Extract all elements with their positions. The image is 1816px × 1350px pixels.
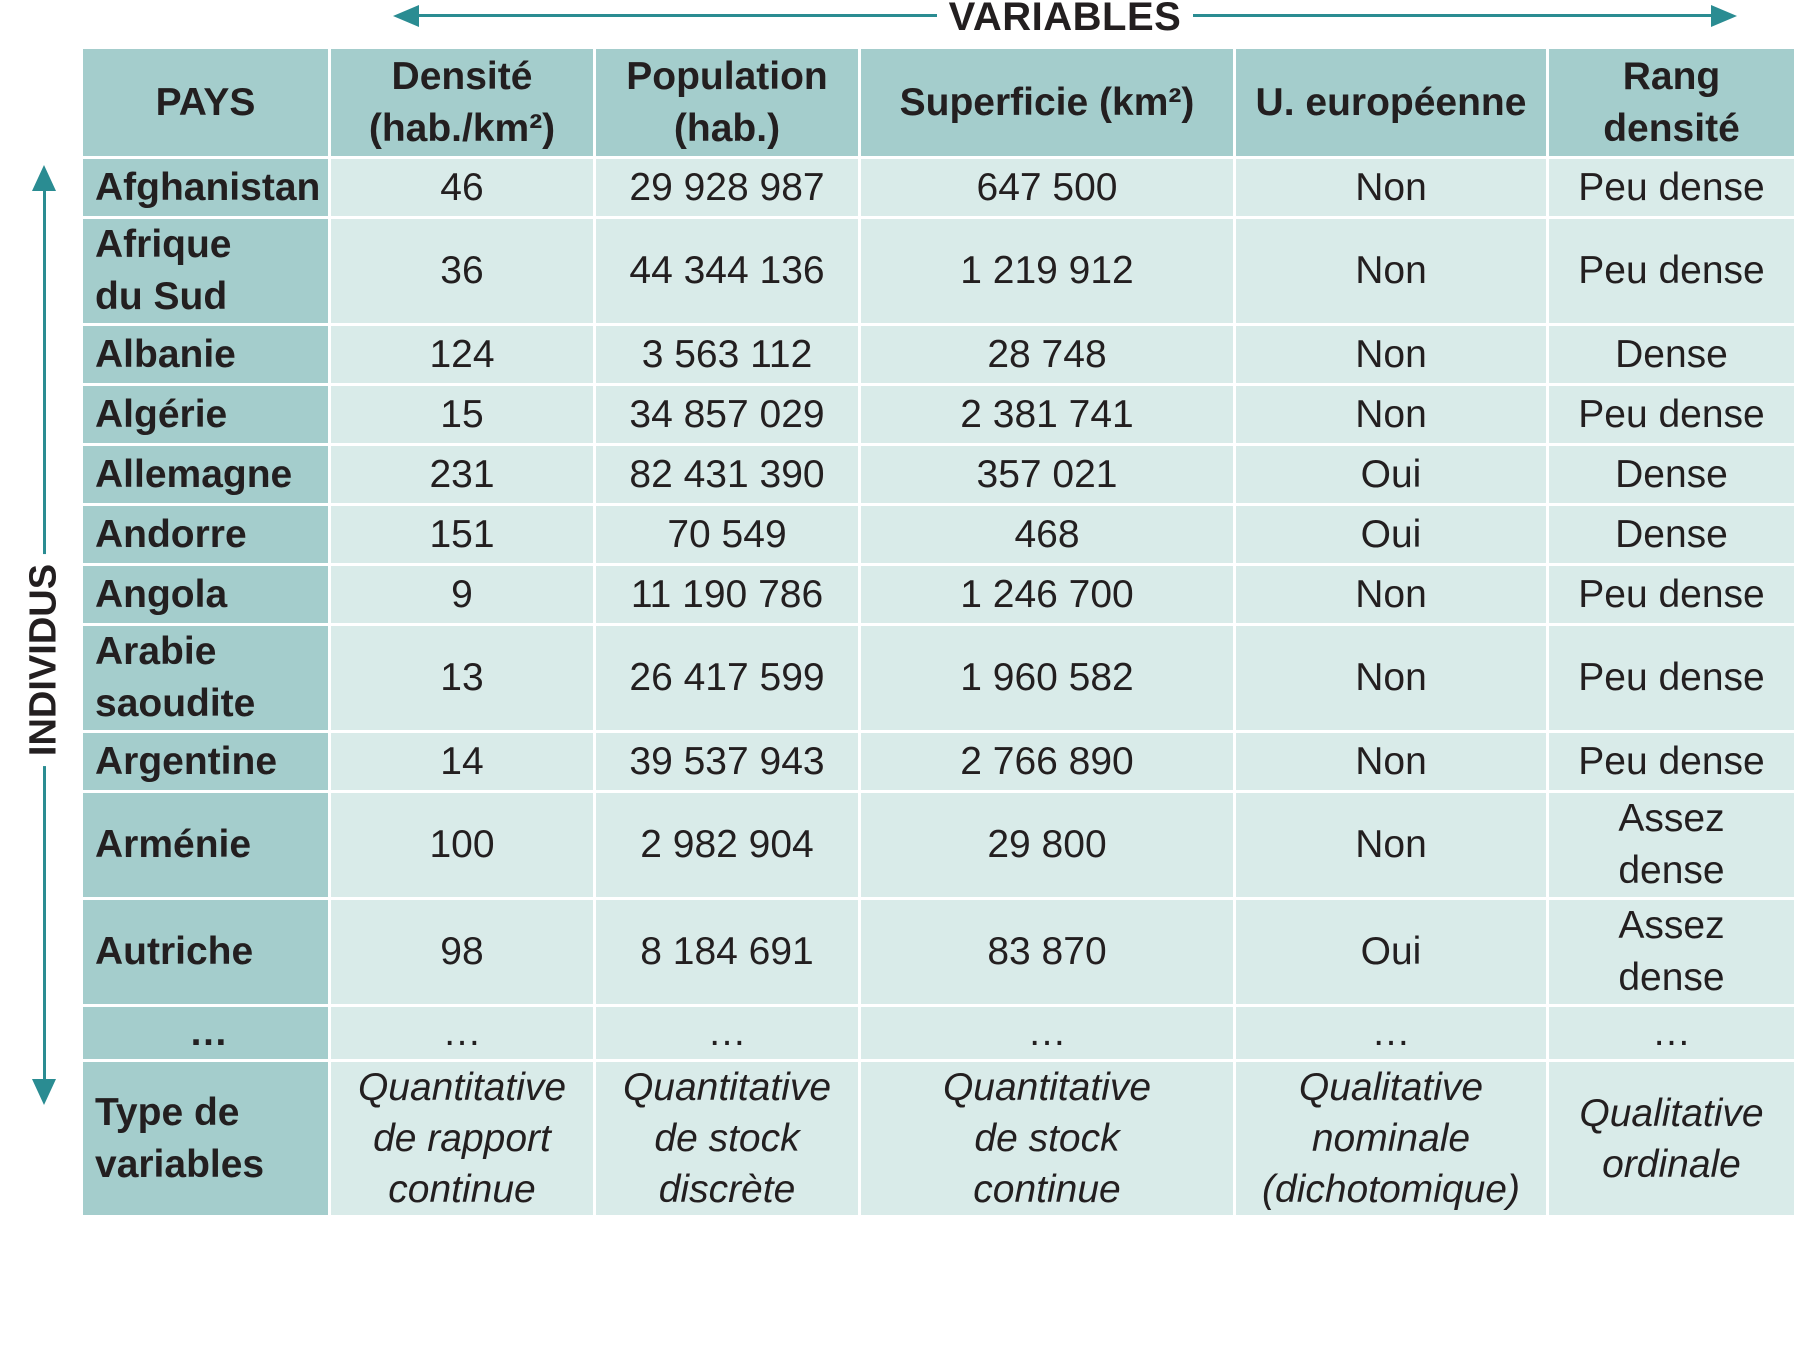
cell-line: nominale xyxy=(1311,1117,1471,1160)
rang-cell xyxy=(1548,325,1796,385)
densite-cell: 9 xyxy=(330,565,595,625)
ue-cell: Non xyxy=(1235,385,1548,445)
ue-cell: … xyxy=(1235,1006,1548,1061)
cell-line: Angola xyxy=(95,572,228,616)
data-table xyxy=(80,46,1797,1218)
cell-line: de stock xyxy=(974,1117,1120,1160)
type-row xyxy=(82,1061,1796,1217)
population-cell: … xyxy=(595,1006,860,1061)
cell-line: … xyxy=(189,1011,228,1054)
superficie-cell: 357 021 xyxy=(860,445,1235,505)
ue-cell: Non xyxy=(1235,218,1548,325)
cell-line: discrète xyxy=(658,1168,796,1211)
country-cell xyxy=(82,732,330,792)
ue-cell: Non xyxy=(1235,792,1548,899)
header-line: Rang xyxy=(1622,54,1721,98)
type-cell xyxy=(595,1061,860,1217)
ue-cell: Non xyxy=(1235,732,1548,792)
cell-line: Quantitative xyxy=(622,1066,832,1109)
densite-cell: 13 xyxy=(330,625,595,732)
header-line: (hab./km²) xyxy=(368,106,556,150)
densite-cell: 98 xyxy=(330,899,595,1006)
cell-line: continue xyxy=(388,1168,536,1211)
table-row xyxy=(82,792,1796,899)
header-line: densité xyxy=(1603,106,1740,150)
cell-line: Dense xyxy=(1615,512,1728,556)
rang-cell xyxy=(1548,505,1796,565)
table-row xyxy=(82,1006,1796,1061)
superficie-cell: 1 246 700 xyxy=(860,565,1235,625)
country-cell xyxy=(82,1006,330,1061)
cell-line: … xyxy=(1652,1011,1691,1054)
densite-cell: 151 xyxy=(330,505,595,565)
ue-cell: Oui xyxy=(1235,899,1548,1006)
table-row xyxy=(82,505,1796,565)
variables-arrow xyxy=(395,0,1735,39)
rang-cell xyxy=(1548,385,1796,445)
header-line: Densité xyxy=(391,54,533,98)
country-cell xyxy=(82,899,330,1006)
cell-line: Dense xyxy=(1615,452,1728,496)
header-densite xyxy=(330,48,595,158)
cell-line: dense xyxy=(1618,849,1725,892)
table-row xyxy=(82,625,1796,732)
population-cell: 2 982 904 xyxy=(595,792,860,899)
cell-line: du Sud xyxy=(95,275,228,318)
country-cell xyxy=(82,445,330,505)
header-line: Superficie (km²) xyxy=(899,80,1195,124)
cell-line: Argentine xyxy=(95,739,278,783)
densite-cell: 36 xyxy=(330,218,595,325)
cell-line: Assez xyxy=(1618,904,1725,947)
rang-cell xyxy=(1548,218,1796,325)
cell-line: Quantitative xyxy=(357,1066,567,1109)
cell-line: Andorre xyxy=(95,512,247,556)
table-row xyxy=(82,325,1796,385)
cell-line: Peu dense xyxy=(1578,165,1765,209)
population-cell: 3 563 112 xyxy=(595,325,860,385)
superficie-cell: … xyxy=(860,1006,1235,1061)
densite-cell: … xyxy=(330,1006,595,1061)
ue-cell: Oui xyxy=(1235,445,1548,505)
cell-line: Albanie xyxy=(95,332,236,376)
variables-label: VARIABLES xyxy=(937,0,1194,39)
ue-cell: Non xyxy=(1235,325,1548,385)
header-pays xyxy=(82,48,330,158)
rang-cell xyxy=(1548,445,1796,505)
cell-line: (dichotomique) xyxy=(1262,1168,1520,1211)
type-cell xyxy=(860,1061,1235,1217)
type-label-cell xyxy=(82,1061,330,1217)
cell-line: Arménie xyxy=(95,823,252,866)
rang-cell xyxy=(1548,732,1796,792)
individus-label: INDIVIDUS xyxy=(23,554,66,766)
superficie-cell: 28 748 xyxy=(860,325,1235,385)
cell-line: Peu dense xyxy=(1578,249,1765,292)
superficie-cell: 83 870 xyxy=(860,899,1235,1006)
superficie-cell: 647 500 xyxy=(860,158,1235,218)
cell-line: continue xyxy=(973,1168,1121,1211)
cell-line: Autriche xyxy=(95,930,254,973)
country-cell xyxy=(82,792,330,899)
country-cell xyxy=(82,505,330,565)
superficie-cell: 2 766 890 xyxy=(860,732,1235,792)
ue-cell: Non xyxy=(1235,565,1548,625)
type-cell xyxy=(330,1061,595,1217)
densite-cell: 100 xyxy=(330,792,595,899)
header-ue xyxy=(1235,48,1548,158)
densite-cell: 15 xyxy=(330,385,595,445)
densite-cell: 46 xyxy=(330,158,595,218)
cell-line: Algérie xyxy=(95,392,228,436)
population-cell: 26 417 599 xyxy=(595,625,860,732)
header-rang xyxy=(1548,48,1796,158)
country-cell xyxy=(82,385,330,445)
cell-line: Peu dense xyxy=(1578,739,1765,783)
individus-arrow xyxy=(24,165,64,1105)
cell-line: de rapport xyxy=(373,1117,551,1160)
cell-line: Peu dense xyxy=(1578,572,1765,616)
table-row xyxy=(82,565,1796,625)
cell-line: saoudite xyxy=(95,682,256,725)
population-cell: 8 184 691 xyxy=(595,899,860,1006)
rang-cell xyxy=(1548,792,1796,899)
table-row xyxy=(82,218,1796,325)
type-cell xyxy=(1548,1061,1796,1217)
rang-cell xyxy=(1548,1006,1796,1061)
country-cell xyxy=(82,565,330,625)
cell-line: Qualitative xyxy=(1298,1066,1484,1109)
cell-line: Qualitative xyxy=(1579,1091,1764,1135)
rang-cell xyxy=(1548,565,1796,625)
table-row xyxy=(82,385,1796,445)
header-population xyxy=(595,48,860,158)
densite-cell: 124 xyxy=(330,325,595,385)
cell-line: Type de xyxy=(95,1090,240,1134)
cell-line: Allemagne xyxy=(95,452,293,496)
population-cell: 34 857 029 xyxy=(595,385,860,445)
country-cell xyxy=(82,218,330,325)
superficie-cell: 1 960 582 xyxy=(860,625,1235,732)
table-row xyxy=(82,732,1796,792)
cell-line: Peu dense xyxy=(1578,656,1765,699)
header-line: U. européenne xyxy=(1255,80,1527,124)
densite-cell: 231 xyxy=(330,445,595,505)
ue-cell: Non xyxy=(1235,625,1548,732)
superficie-cell: 29 800 xyxy=(860,792,1235,899)
population-cell: 39 537 943 xyxy=(595,732,860,792)
header-superficie xyxy=(860,48,1235,158)
table-row xyxy=(82,899,1796,1006)
superficie-cell: 468 xyxy=(860,505,1235,565)
cell-line: dense xyxy=(1618,956,1725,999)
cell-line: Afghanistan xyxy=(95,165,321,209)
table-row xyxy=(82,158,1796,218)
cell-line: Arabie xyxy=(95,630,217,673)
rang-cell xyxy=(1548,625,1796,732)
densite-cell: 14 xyxy=(330,732,595,792)
country-cell xyxy=(82,325,330,385)
type-cell xyxy=(1235,1061,1548,1217)
header-line: (hab.) xyxy=(673,106,781,150)
cell-line: Peu dense xyxy=(1578,392,1765,436)
rang-cell xyxy=(1548,158,1796,218)
country-cell xyxy=(82,625,330,732)
cell-line: Assez xyxy=(1618,797,1725,840)
header-line: PAYS xyxy=(155,80,256,124)
superficie-cell: 1 219 912 xyxy=(860,218,1235,325)
country-cell xyxy=(82,158,330,218)
header-line: Population xyxy=(626,54,828,98)
cell-line: Afrique xyxy=(95,223,232,266)
superficie-cell: 2 381 741 xyxy=(860,385,1235,445)
cell-line: variables xyxy=(95,1142,265,1186)
arrow-down-icon xyxy=(32,1079,56,1105)
ue-cell: Oui xyxy=(1235,505,1548,565)
population-cell: 70 549 xyxy=(595,505,860,565)
table-body xyxy=(82,158,1796,1217)
population-cell: 11 190 786 xyxy=(595,565,860,625)
cell-line: ordinale xyxy=(1602,1142,1741,1186)
cell-line: Dense xyxy=(1615,332,1728,376)
header-row xyxy=(82,48,1796,158)
rang-cell xyxy=(1548,899,1796,1006)
ue-cell: Non xyxy=(1235,158,1548,218)
population-cell: 29 928 987 xyxy=(595,158,860,218)
population-cell: 44 344 136 xyxy=(595,218,860,325)
population-cell: 82 431 390 xyxy=(595,445,860,505)
table-row xyxy=(82,445,1796,505)
cell-line: Quantitative xyxy=(942,1066,1152,1109)
cell-line: de stock xyxy=(654,1117,800,1160)
